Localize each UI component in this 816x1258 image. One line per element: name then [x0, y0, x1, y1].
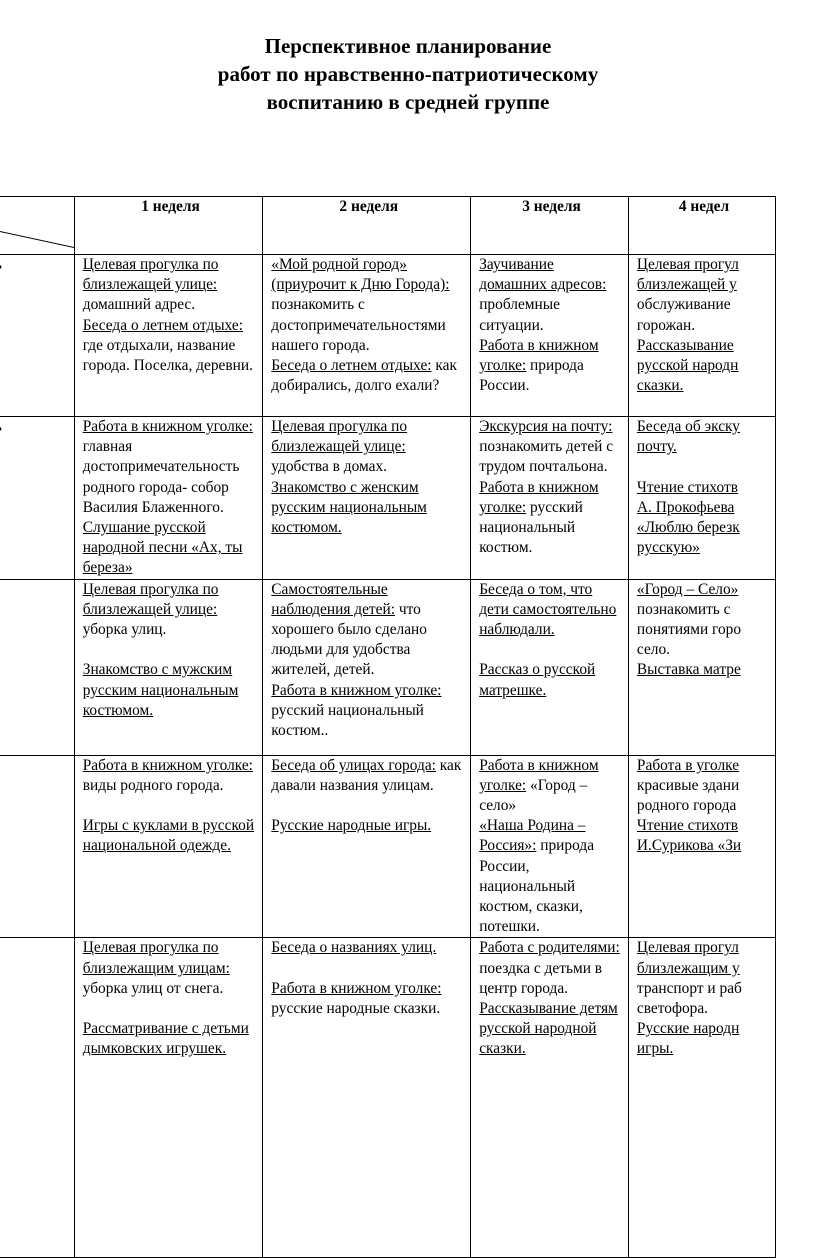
text-line: [637, 1039, 771, 1059]
activity-cell: [471, 579, 629, 755]
text-line: [637, 255, 771, 275]
table-row: [0, 579, 776, 755]
text-line: [637, 275, 771, 295]
text-line: [637, 796, 771, 816]
month-cell: [0, 579, 74, 755]
activity-heading: Целевая прогулка по близлежащей улице:: [82, 580, 219, 618]
activity-heading: Русские народн: [636, 1020, 740, 1038]
text-line: [637, 600, 771, 620]
activity-cell: [263, 938, 471, 1258]
text-line: [637, 518, 771, 538]
planning-table: [0, 196, 776, 1258]
activity-text: виды родного города.: [82, 776, 224, 794]
activity-cell: [471, 417, 629, 580]
activity-text: транспорт и раб: [636, 979, 742, 997]
week-header-3: 3 неделя: [471, 197, 629, 255]
activity-text: природа России.: [479, 357, 584, 395]
activity-text: домашний адрес.: [82, 296, 196, 314]
month-cell: [0, 755, 74, 938]
header-row: [0, 197, 776, 255]
activity-cell: [471, 938, 629, 1258]
activity-text: главная достопримечательность родного города- собор Василия Блаженного.: [82, 438, 240, 516]
activity-cell: [263, 255, 471, 417]
activity-cell: [74, 938, 263, 1258]
title-line-1: Перспективное планирование: [264, 34, 552, 58]
text-line: [637, 417, 771, 437]
activity-heading: «Наша Родина – Россия»:: [479, 817, 586, 855]
text-line: [637, 1019, 771, 1039]
activity-heading: Игры с куклами в русской национальной одежде.: [82, 817, 255, 855]
activity-cell: [628, 579, 775, 755]
activity-heading: близлежащим у: [636, 959, 740, 977]
activity-heading: «Город – Село»: [636, 580, 739, 598]
activity-heading: Работа с родителями:: [479, 939, 620, 957]
text-line: [637, 756, 771, 776]
activity-heading: Знакомство с женским русским национальным костюмом.: [271, 478, 427, 537]
activity-text: поездка с детьми в центр города.: [479, 959, 603, 997]
activity-heading: Работа в уголке: [636, 756, 740, 774]
text-line: [637, 478, 771, 498]
activity-heading: Работа в книжном уголке:: [479, 478, 599, 516]
activity-text: красивые здани: [636, 776, 740, 794]
activity-heading: Заучивание домашних адресов:: [479, 256, 607, 294]
table-row: [0, 755, 776, 938]
text-line: [637, 959, 771, 979]
activity-heading: Рассказывание: [636, 336, 734, 354]
text-line: [637, 836, 771, 856]
activity-text: природа России, национальный костюм, сказки, потешки.: [479, 837, 595, 936]
text-line: [637, 376, 771, 396]
activity-cell: [628, 417, 775, 580]
activity-text: что хорошего было сделано людьми для удобства жителей, детей.: [271, 600, 427, 679]
text-line: [637, 938, 771, 958]
diagonal-line: [0, 197, 74, 255]
activity-text: как давали названия улицам.: [271, 756, 462, 794]
text-line: [637, 498, 771, 518]
activity-cell: [628, 255, 775, 417]
activity-heading: Беседа об улицах города:: [271, 756, 436, 774]
activity-heading: Экскурсия на почту:: [479, 418, 613, 435]
week-header-2: 2 неделя: [263, 197, 471, 255]
activity-text: где отдыхали, название города. Поселка, деревни.: [82, 336, 253, 375]
activity-heading: Русские народные игры.: [271, 817, 432, 835]
activity-heading: Целевая прогул: [636, 939, 739, 957]
activity-text: «Город – село»: [479, 776, 588, 815]
activity-text: обслуживание: [636, 296, 731, 314]
activity-text: светофора.: [636, 1000, 709, 1018]
blank-line: [83, 796, 259, 816]
activity-heading: близлежащей у: [636, 276, 737, 294]
text-line: [637, 356, 771, 376]
text-line: [637, 336, 771, 356]
blank-line: [83, 640, 259, 660]
activity-cell: [471, 755, 629, 938]
table-row: [0, 938, 776, 1258]
activity-cell: [628, 938, 775, 1258]
blank-line: [83, 999, 259, 1019]
text-line: [637, 316, 771, 336]
text-line: [637, 640, 771, 660]
text-line: [637, 295, 771, 315]
activity-heading: Выставка матре: [636, 661, 741, 679]
month-cell: [0, 255, 74, 417]
activity-cell: [74, 579, 263, 755]
activity-heading: Беседа об экску: [636, 418, 740, 435]
title-line-2: работ по нравственно-патриотическому: [217, 62, 599, 86]
activity-cell: [628, 755, 775, 938]
activity-heading: Рассказывание детям русской народной сказки.: [479, 1000, 618, 1058]
activity-cell: [471, 255, 629, 417]
activity-heading: Беседа о летнем отдыхе:: [82, 316, 243, 334]
activity-heading: игры.: [636, 1040, 674, 1058]
activity-heading: Работа в книжном уголке:: [271, 979, 442, 997]
month-cell: [0, 417, 74, 580]
text-line: [637, 660, 771, 680]
activity-cell: [263, 417, 471, 580]
activity-text: русский национальный костюм..: [271, 701, 424, 740]
text-line: [637, 538, 771, 558]
activity-heading: Слушание русской народной песни «Ах, ты береза»: [82, 519, 243, 577]
activity-heading: Беседа о названиях улиц.: [271, 939, 437, 957]
blank-line: [271, 796, 466, 816]
table-row: [0, 255, 776, 417]
text-line: [637, 776, 771, 796]
activity-heading: Целевая прогул: [636, 256, 739, 273]
activity-text: проблемные ситуации.: [479, 296, 560, 334]
text-line: [637, 580, 771, 600]
blank-line: [271, 959, 466, 979]
activity-heading: Работа в книжном уголке:: [479, 336, 599, 375]
activity-heading: Работа в книжном уголке:: [271, 681, 442, 699]
activity-text: познакомить с: [636, 600, 731, 618]
activity-heading: «Люблю березк: [636, 519, 740, 536]
activity-heading: А. Прокофьева: [636, 498, 735, 516]
activity-cell: [74, 417, 263, 580]
table-body: [0, 255, 776, 1258]
activity-text: русские народные сказки.: [271, 1000, 441, 1018]
table-row: [0, 417, 776, 580]
activity-text: уборка улиц.: [82, 621, 167, 639]
month-cell: [0, 938, 74, 1258]
activity-heading: Работа в книжном уголке:: [479, 756, 599, 794]
activity-text: родного города: [636, 797, 737, 815]
activity-heading: сказки.: [636, 377, 684, 395]
activity-text: уборка улиц от снега.: [82, 979, 224, 997]
activity-heading: Знакомство с мужским русским национальным костюмом.: [82, 661, 239, 719]
activity-heading: Целевая прогулка по близлежащей улице:: [82, 256, 219, 294]
activity-heading: И.Сурикова «Зи: [636, 837, 742, 855]
blank-line: [637, 457, 771, 477]
activity-text: горожан.: [636, 316, 696, 334]
activity-cell: [74, 755, 263, 938]
page-title: [0, 32, 816, 116]
activity-heading: Работа в книжном уголке:: [82, 756, 253, 774]
text-line: [637, 979, 771, 999]
activity-cell: [74, 255, 263, 417]
activity-heading: Рассматривание с детьми дымковских игрушек.: [82, 1020, 249, 1058]
week-header-1: 1 неделя: [74, 197, 263, 255]
text-line: [637, 437, 771, 457]
activity-heading: Самостоятельные наблюдения детей:: [271, 580, 395, 618]
activity-cell: [263, 579, 471, 755]
corner-cell: [0, 197, 74, 255]
activity-heading: русской народн: [636, 357, 739, 375]
blank-line: [479, 640, 624, 660]
activity-heading: Чтение стихотв: [636, 478, 739, 496]
activity-heading: почту.: [636, 438, 677, 456]
activity-text: понятиями горо: [636, 621, 742, 639]
activity-text: село.: [636, 641, 670, 659]
activity-heading: Беседа о том, что дети самостоятельно наблюдали.: [479, 580, 617, 639]
activity-cell: [263, 755, 471, 938]
activity-heading: Целевая прогулка по близлежащим улицам:: [82, 939, 230, 977]
activity-text: удобства в домах.: [271, 458, 388, 476]
text-line: [637, 816, 771, 836]
activity-text: русский национальный костюм.: [479, 498, 583, 557]
activity-heading: Чтение стихотв: [636, 817, 739, 835]
activity-heading: Работа в книжном уголке:: [82, 418, 253, 435]
title-line-3: воспитанию в средней группе: [266, 90, 550, 114]
activity-heading: Беседа о летнем отдыхе:: [271, 357, 432, 375]
activity-heading: «Мой родной город» (приурочит к Дню Города):: [271, 256, 450, 294]
activity-heading: Целевая прогулка по близлежащей улице:: [271, 418, 408, 456]
activity-text: как добирались, долго ехали?: [271, 357, 457, 395]
week-header-4: 4 недел: [628, 197, 775, 255]
activity-text: познакомить детей с трудом почтальона.: [479, 438, 614, 476]
activity-heading: русскую»: [636, 539, 700, 557]
activity-heading: Рассказ о русской матрешке.: [479, 661, 596, 699]
activity-text: познакомить с достопримечательностями нашего города.: [271, 296, 446, 354]
text-line: [637, 620, 771, 640]
text-line: [637, 999, 771, 1019]
